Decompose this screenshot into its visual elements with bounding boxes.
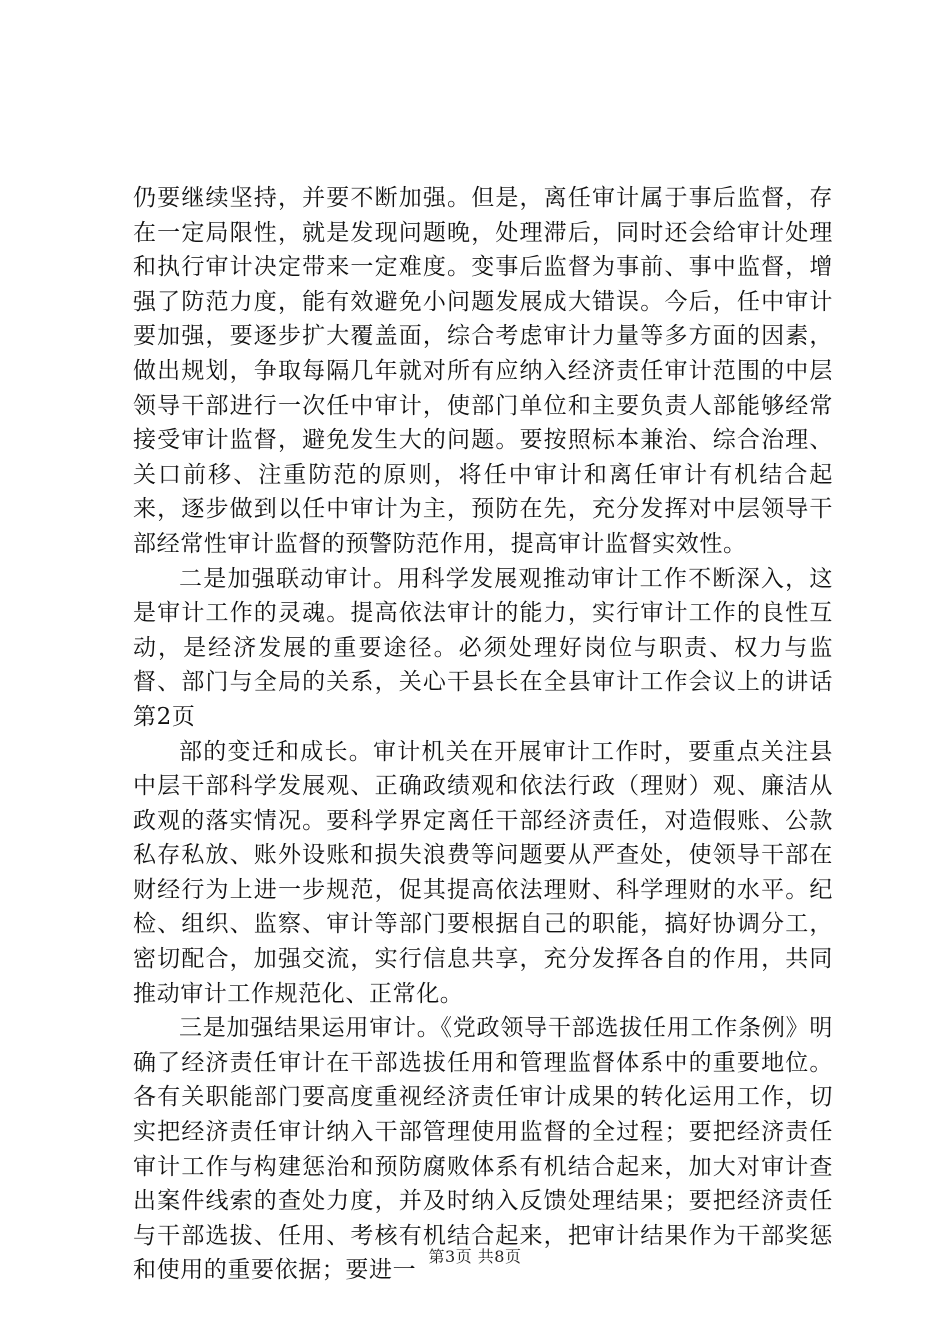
paragraph-1: 仍要继续坚持，并要不断加强。但是，离任审计属于事后监督，存在一定局限性，就是发现问题晚，处理滞后，同时还会给审计处理和执行审计决定带来一定难度。变事后监督为事前、事中监督，增强了防范力度，能有效避免小问题发展成大错误。今后，任中审计要加强，要逐步扩大覆盖面，综合考虑审计力量等多方面的因素，做出规划，争取每隔几年就对所有应纳入经济责任审计范围的中层领导干部进行一次任中审计，使部门单位和主要负责人部能够经常接受审计监督，避免发生大的问题。要按照标本兼治、综合治理、关口前移、注重防范的原则，将任中审计和离任审计有机结合起来，逐步做到以任中审计为主，预防在先，充分发挥对中层领导干部经常性审计监督的预警防范作用，提高审计监督实效性。 xyxy=(133,185,833,557)
page-number-footer: 第3页 共8页 xyxy=(428,1247,522,1266)
paragraph-3: 部的变迁和成长。审计机关在开展审计工作时，要重点关注县中层干部科学发展观、正确政绩观和依法行政（理财）观、廉洁从政观的落实情况。要科学界定离任干部经济责任，对造假账、公款私存私放、账外设账和损失浪费等问题要从严查处，使领导干部在财经行为上进一步规范，促其提高依法理财、科学理财的水平。纪检、组织、监察、审计等部门要根据自己的职能，搞好协调分工，密切配合，加强交流，实行信息共享，充分发挥各自的作用，共同推动审计工作规范化、正常化。 xyxy=(133,738,833,1007)
paragraph-2: 二是加强联动审计。用科学发展观推动审计工作不断深入，这是审计工作的灵魂。提高依法审计的能力，实行审计工作的良性互动，是经济发展的重要途径。必须处理好岗位与职责、权力与监督、部门与全局的关系，关心干县长在全县审计工作会议上的讲话第2页 xyxy=(133,565,833,730)
document-body xyxy=(133,181,833,1288)
paragraph-4: 三是加强结果运用审计。《党政领导干部选拔任用工作条例》明确了经济责任审计在干部选拔任用和管理监督体系中的重要地位。各有关职能部门要高度重视经济责任审计成果的转化运用工作，切实把经济责任审计纳入干部管理使用监督的全过程；要把经济责任审计工作与构建惩治和预防腐败体系有机结合起来，加大对审计查出案件线索的查处力度，并及时纳入反馈处理结果；要把经济责任与干部选拔、任用、考核有机结合起来，把审计结果作为干部奖惩和使用的重要依据；要进一 xyxy=(133,1015,833,1284)
